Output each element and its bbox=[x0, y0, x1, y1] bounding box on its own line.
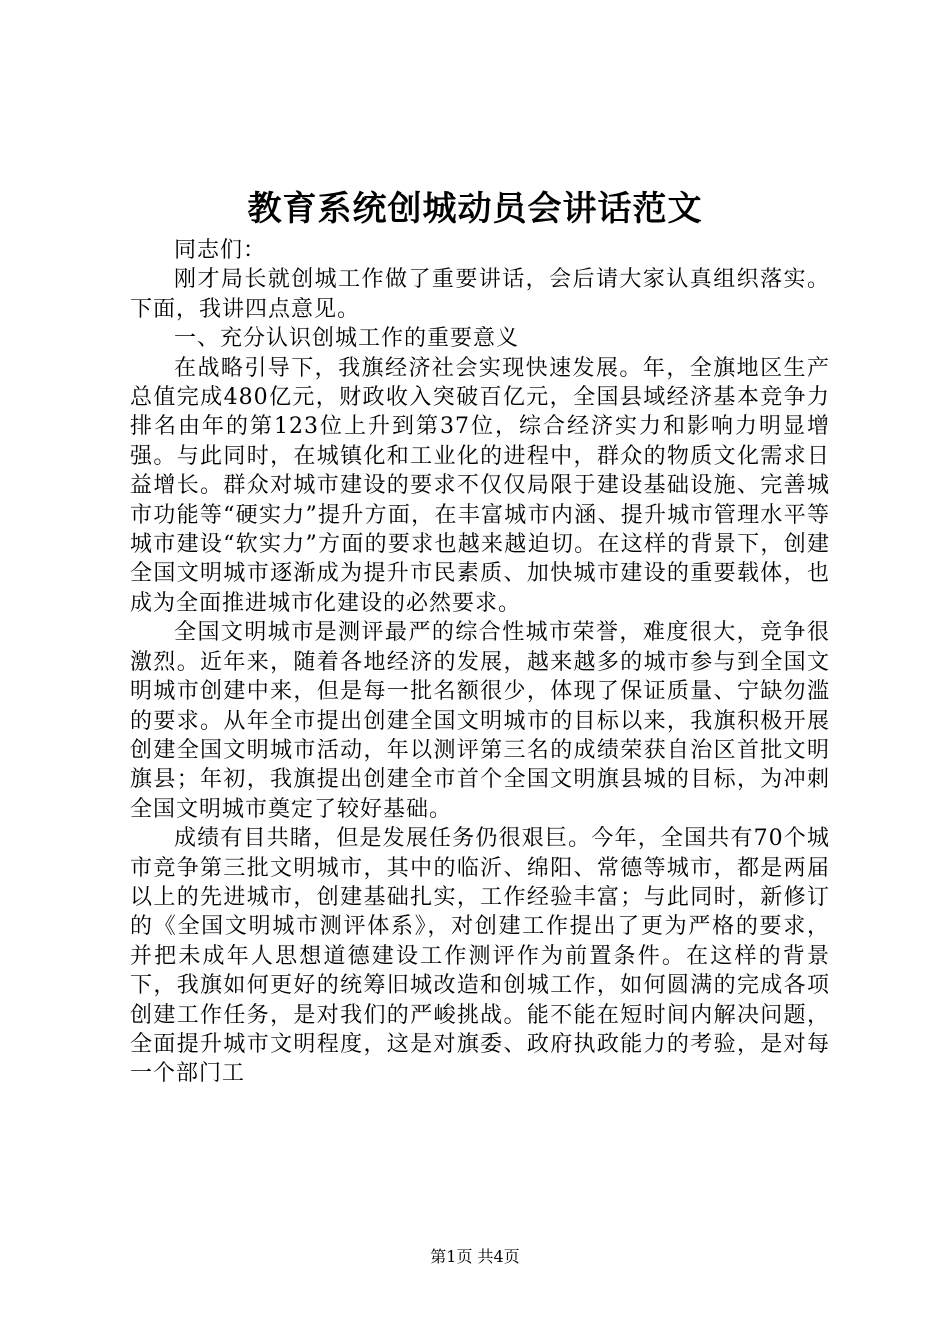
page-total: 共4页 bbox=[477, 1247, 520, 1266]
page-footer bbox=[0, 1247, 950, 1267]
document-body bbox=[130, 236, 830, 1089]
section-heading-1: 一、充分认识创城工作的重要意义 bbox=[174, 326, 520, 352]
document-title: 教育系统创城动员会讲话范文 bbox=[247, 189, 703, 229]
salutation: 同志们： bbox=[174, 238, 267, 263]
page-number: 第1页 bbox=[430, 1247, 473, 1266]
paragraph-intro: 刚才局长就创城工作做了重要讲话，会后请大家认真组织落实。下面，我讲四点意见。 bbox=[130, 267, 830, 322]
paragraph: 在战略引导下，我旗经济社会实现快速发展。年，全旗地区生产总值完成480亿元，财政收入突破百亿元，全国县域经济基本竞争力排名由年的第123位上升到第37位，综合经济实力和影响力明显增强。与此同时，在城镇化和工业化的进程中，群众的物质文化需求日益增长。群众对城市建设的要求不仅仅局限于建设基础设施、完善城市功能等“硬实力”提升方面，在丰富城市内涵、提升城市管理水平等城市建设“软实力”方面的要求也越来越迫切。在这样的背景下，创建全国文明城市逐渐成为提升市民素质、加快城市建设的重要载体，也成为全面推进城市化建设的必然要求。 bbox=[130, 355, 830, 616]
paragraph: 成绩有目共睹，但是发展任务仍很艰巨。今年，全国共有70个城市竞争第三批文明城市，其中的临沂、绵阳、常德等城市，都是两届以上的先进城市，创建基础扎实，工作经验丰富；与此同时，新修订的《全国文明城市测评体系》，对创建工作提出了更为严格的要求，并把未成年人思想道德建设工作测评作为前置条件。在这样的背景下，我旗如何更好的统筹旧城改造和创城工作，如何圆满的完成各项创建工作任务，是对我们的严峻挑战。能不能在短时间内解决问题，全面提升城市文明程度，这是对旗委、政府执政能力的考验，是对每一个部门工 bbox=[130, 826, 830, 1087]
paragraph: 全国文明城市是测评最严的综合性城市荣誉，难度很大，竞争很激烈。近年来，随着各地经济的发展，越来越多的城市参与到全国文明城市创建中来，但是每一批名额很少，体现了保证质量、宁缺勿滥的要求。从年全市提出创建全国文明城市的目标以来，我旗积极开展创建全国文明城市活动，年以测评第三名的成绩荣获自治区首批文明旗县；年初，我旗提出创建全市首个全国文明旗县城的目标，为冲刺全国文明城市奠定了较好基础。 bbox=[130, 620, 830, 822]
